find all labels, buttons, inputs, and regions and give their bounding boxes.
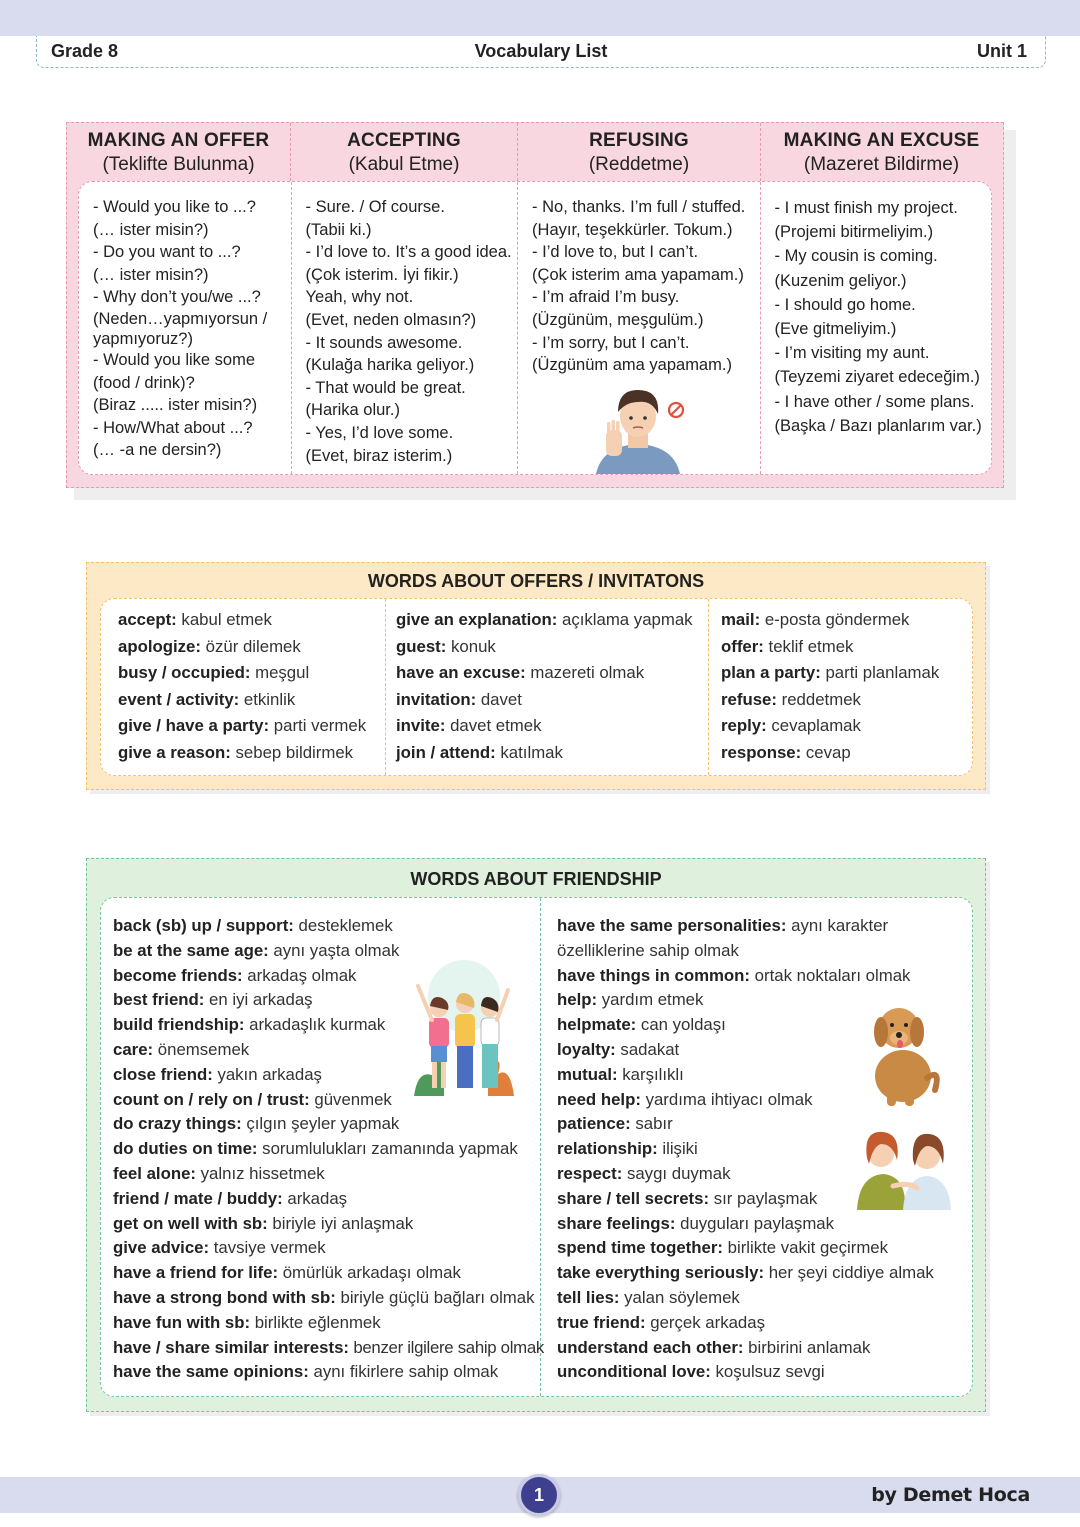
offers-column-3 (709, 599, 971, 775)
refusing-column (518, 182, 760, 474)
head-refusing-tr: (Reddetme) (588, 154, 690, 175)
head-excuse (761, 123, 1002, 181)
vocab-entry: take everything seriously: her şeyi ciddiye almak (557, 1263, 934, 1283)
vocab-entry: reply: cevaplamak (721, 716, 861, 736)
vocab-entry: friend / mate / buddy: arkadaş (113, 1188, 348, 1208)
vocab-entry: guest: konuk (396, 636, 496, 656)
vocab-entry: give an explanation: açıklama yapmak (396, 610, 693, 629)
vocab-entry: have the same opinions: aynı fikirlere sahip olmak (113, 1362, 499, 1382)
vocab-entry: build friendship: arkadaşlık kurmak (113, 1015, 386, 1035)
head-accepting-tr: (Kabul Etme) (348, 154, 460, 175)
vocab-entry: response: cevap (721, 742, 851, 762)
friendship-column-right (541, 898, 972, 1396)
head-accepting-en: ACCEPTING (347, 130, 461, 151)
page-title: Vocabulary List (474, 41, 608, 61)
excuse-line: (Teyzemi ziyaret edeceğim.) (774, 368, 980, 387)
accepting-line: (Tabii ki.) (305, 220, 372, 239)
offer-line: - Why don’t you/we ...? (93, 288, 261, 307)
head-accepting (291, 123, 518, 181)
excuse-line: (Projemi bitirmeliyim.) (774, 223, 934, 242)
refusing-line: - No, thanks. I’m full / stuffed. (532, 198, 746, 216)
vocab-entry: plan a party: parti planlamak (721, 663, 940, 683)
vocab-entry: spend time together: birlikte vakit geçirmek (557, 1238, 889, 1258)
vocab-entry: apologize: özür dilemek (118, 636, 301, 656)
offer-line: (Neden…yapmıyorsun / yapmıyoruz?) (93, 309, 268, 348)
vocab-entry: true friend: gerçek arkadaş (557, 1312, 765, 1332)
vocab-entry: mutual: karşılıklı (557, 1064, 684, 1084)
functions-heads (67, 123, 1003, 181)
offer-line: (food / drink)? (93, 373, 195, 392)
accepting-line: (Harika olur.) (305, 401, 400, 420)
head-offer-en: MAKING AN OFFER (87, 130, 270, 151)
page-number-badge: 1 (518, 1474, 560, 1516)
author-signature: by Demet Hoca (871, 1484, 1030, 1506)
accepting-line: - I’d love to. It’s a good idea. (305, 243, 512, 262)
refusing-boy-illustration (588, 382, 688, 474)
offers-box (100, 598, 973, 776)
vocab-entry: patience: sabır (557, 1114, 673, 1134)
vocab-entry: unconditional love: koşulsuz sevgi (557, 1362, 825, 1382)
friendship-box (100, 897, 973, 1397)
vocab-entry: have a friend for life: ömürlük arkadaşı olmak (113, 1263, 461, 1283)
excuse-line: - My cousin is coming. (774, 247, 938, 266)
vocab-entry: mail: e-posta göndermek (721, 610, 910, 629)
friendship-section (86, 858, 986, 1412)
unit-label: Unit 1 (976, 41, 1027, 61)
vocab-entry: understand each other: birbirini anlamak (557, 1337, 871, 1357)
head-offer-tr: (Teklifte Bulunma) (102, 154, 255, 175)
vocab-entry: give advice: tavsiye vermek (113, 1238, 326, 1258)
vocab-entry: refuse: reddetmek (721, 689, 861, 709)
offers-column-1 (101, 599, 386, 775)
vocab-entry: care: önemsemek (113, 1039, 250, 1059)
refusing-line: (Üzgünüm ama yapamam.) (532, 356, 732, 375)
vocab-entry: close friend: yakın arkadaş (113, 1064, 322, 1084)
excuse-line: (Kuzenim geliyor.) (774, 271, 907, 290)
offer-line: (… -a ne dersin?) (93, 441, 222, 460)
accepting-line: - That would be great. (305, 378, 466, 397)
grade-label: Grade 8 (51, 41, 119, 61)
accepting-line: - Sure. / Of course. (305, 198, 445, 216)
friendship-title: WORDS ABOUT FRIENDSHIP (410, 869, 662, 889)
accepting-line: (Evet, biraz isterim.) (305, 446, 453, 465)
friends-illustration (404, 956, 524, 1096)
head-excuse-tr: (Mazeret Bildirme) (803, 154, 960, 175)
vocab-entry: have the same personalities: aynı karakter (557, 916, 889, 935)
vocab-entry: busy / occupied: meşgul (118, 663, 310, 683)
vocab-entry: offer: teklif etmek (721, 636, 854, 656)
vocab-entry: be at the same age: aynı yaşta olmak (113, 940, 400, 960)
page-header (36, 36, 1046, 68)
vocab-entry: have fun with sb: birlikte eğlenmek (113, 1312, 381, 1332)
vocab-entry: back (sb) up / support: desteklemek (113, 916, 393, 935)
vocab-entry: need help: yardıma ihtiyacı olmak (557, 1089, 813, 1109)
refusing-line: (Çok isterim ama yapamam.) (532, 265, 744, 284)
vocab-entry: invitation: davet (396, 689, 522, 709)
offers-column-2 (386, 599, 709, 775)
refusing-line: - I’m afraid I’m busy. (532, 288, 680, 307)
excuse-line: (Eve gitmeliyim.) (774, 320, 897, 339)
offer-line: - Do you want to ...? (93, 243, 241, 262)
excuse-line: - I should go home. (774, 295, 916, 314)
excuse-line: (Başka / Bazı planlarım var.) (774, 416, 982, 435)
girls-illustration (853, 1124, 957, 1210)
offer-line: - How/What about ...? (93, 418, 253, 437)
offers-section (86, 562, 986, 790)
refusing-line: - I’d love to, but I can’t. (532, 243, 699, 262)
vocab-entry: tell lies: yalan söylemek (557, 1287, 740, 1307)
accepting-column (292, 182, 519, 474)
vocab-entry: share / tell secrets: sır paylaşmak (557, 1188, 818, 1208)
vocab-entry: do duties on time: sorumlulukları zamanında yapmak (113, 1139, 518, 1159)
functions-box (78, 181, 992, 475)
offer-line: - Would you like some (93, 350, 256, 369)
vocab-entry: respect: saygı duymak (557, 1163, 731, 1183)
offers-title: WORDS ABOUT OFFERS / INVITATONS (367, 571, 705, 591)
refusing-line: (Üzgünüm, meşgulüm.) (532, 310, 704, 329)
vocab-entry: count on / rely on / trust: güvenmek (113, 1089, 392, 1109)
vocab-entry: give / have a party: parti vermek (118, 716, 367, 736)
vocab-entry: event / activity: etkinlik (118, 689, 296, 709)
vocab-entry: do crazy things: çılgın şeyler yapmak (113, 1114, 400, 1134)
accepting-line: (Kulağa harika geliyor.) (305, 356, 475, 375)
accepting-line: (Evet, neden olmasın?) (305, 310, 477, 329)
vocab-entry: become friends: arkadaş olmak (113, 965, 357, 985)
excuse-column (761, 182, 992, 474)
accepting-line: - It sounds awesome. (305, 333, 463, 352)
functions-section (66, 122, 1004, 488)
head-refusing-en: REFUSING (589, 130, 689, 151)
vocab-entry: join / attend: katılmak (396, 742, 563, 762)
head-excuse-en: MAKING AN EXCUSE (783, 130, 980, 151)
vocab-entry: have a strong bond with sb: biriyle güçlü bağları olmak (113, 1287, 535, 1307)
vocab-entry: helpmate: can yoldaşı (557, 1015, 726, 1035)
offer-line: (… ister misin?) (93, 265, 209, 284)
head-refusing (518, 123, 761, 181)
vocab-entry: have an excuse: mazereti olmak (396, 663, 645, 683)
dog-illustration (859, 998, 941, 1108)
excuse-line: - I must finish my project. (774, 199, 958, 217)
excuse-line: - I’m visiting my aunt. (774, 344, 930, 363)
friendship-column-left (101, 898, 544, 1396)
refusing-line: - I’m sorry, but I can’t. (532, 333, 690, 352)
vocab-entry: loyalty: sadakat (557, 1039, 680, 1059)
vocab-entry: best friend: en iyi arkadaş (113, 990, 313, 1010)
offer-line: - Would you like to ...? (93, 198, 256, 216)
vocab-entry: have things in common: ortak noktaları olmak (557, 965, 911, 985)
vocab-entry: have / share similar interests: benzer ilgilere sahip olmak (113, 1337, 544, 1357)
offer-column (79, 182, 292, 474)
vocab-entry: relationship: ilişiki (557, 1139, 698, 1159)
vocab-entry: accept: kabul etmek (118, 610, 272, 629)
offer-line: (… ister misin?) (93, 220, 209, 239)
refusing-line: (Hayır, teşekkürler. Tokum.) (532, 220, 733, 239)
vocab-entry: share feelings: duyguları paylaşmak (557, 1213, 835, 1233)
vocab-entry: give a reason: sebep bildirmek (118, 742, 354, 762)
vocab-entry: help: yardım etmek (557, 990, 704, 1010)
accepting-line: - Yes, I’d love some. (305, 423, 454, 442)
offer-line: (Biraz ..... ister misin?) (93, 396, 258, 415)
excuse-line: - I have other / some plans. (774, 392, 975, 411)
vocab-entry: get on well with sb: biriyle iyi anlaşmak (113, 1213, 414, 1233)
vocab-entry: invite: davet etmek (396, 716, 542, 736)
top-band (0, 0, 1080, 36)
head-offer (67, 123, 291, 181)
accepting-line: (Çok isterim. İyi fikir.) (305, 265, 459, 284)
vocab-entry: feel alone: yalnız hissetmek (113, 1163, 325, 1183)
accepting-line: Yeah, why not. (305, 288, 414, 307)
vocab-entry: özelliklerine sahip olmak (557, 940, 739, 960)
